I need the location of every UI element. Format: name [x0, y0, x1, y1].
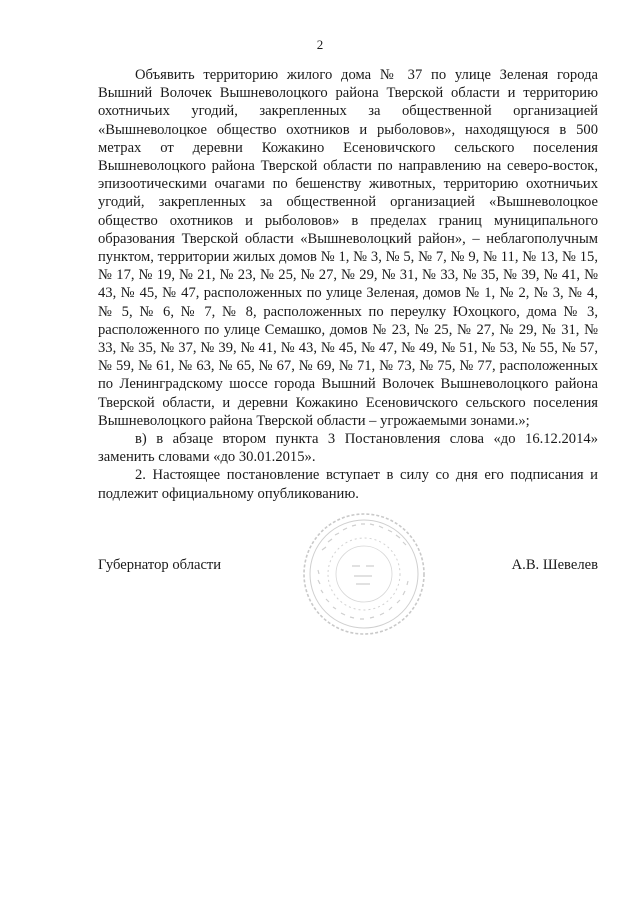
page-number: 2 [316, 37, 324, 52]
signatory-name: А.В. Шевелев [511, 557, 598, 573]
paragraph-zones: Объявить территорию жилого дома № 37 по улице Зеленая города Вышний Волочек Вышневолоцкого района Тверской области и территорию охотничьих угодий, закрепленных за общественной организацией «Вышневолоцкое общество охотников и рыболовов», находящуюся в 500 метрах от деревни Кожакино Есеновичского сельского поселения Вышневолоцкого района Тверской области по направлению на северо-восток, эпизоотическими очагами по бешенству животных, территорию охотничьих угодий, закрепленных за общественной организацией «Вышневолоцкое общество охотников и рыболовов» в пределах границ муниципального образования Тверской области «Вышневолоцкий район», – неблагополучным пунктом, территории жилых домов № 1, № 3, № 5, № 7, № 9, № 11, № 13, № 15, № 17, № 19, № 21, № 23, № 25, № 27, № 29, № 31, № 33, № 35, № 39, № 41, № 43, № 45, № 47, расположенных по улице Зеленая, домов № 1, № 2, № 3, № 4, № 5, № 6, № 7, № 8, расположенных по переулку Юхоцкого, дома № 3, расположенного по улице Семашко, домов № 23, № 25, № 27, № 29, № 31, № 33, № 35, № 37, № 39, № 41, № 43, № 45, № 47, № 49, № 51, № 53, № 55, № 57, № 59, № 61, № 63, № 65, № 67, № 69, № 71, № 73, № 75, № 77, расположенных по Ленинградскому шоссе города Вышний Волочек Вышневолоцкого района Тверской области, и деревни Кожакино Есеновичского сельского поселения Вышневолоцкого района Тверской области – угрожаемыми зонами.»; [98, 67, 598, 429]
official-seal-stamp [300, 510, 428, 638]
signatory-position: Губернатор области [98, 557, 222, 573]
paragraph-amendment: в) в абзаце втором пункта 3 Постановления слова «до 16.12.2014» заменить словами «до 30.01.2015». [98, 431, 598, 466]
paragraph-entry-into-force: 2. Настоящее постановление вступает в силу со дня его подписания и подлежит официальному опубликованию. [98, 467, 598, 502]
document-body [98, 66, 598, 503]
